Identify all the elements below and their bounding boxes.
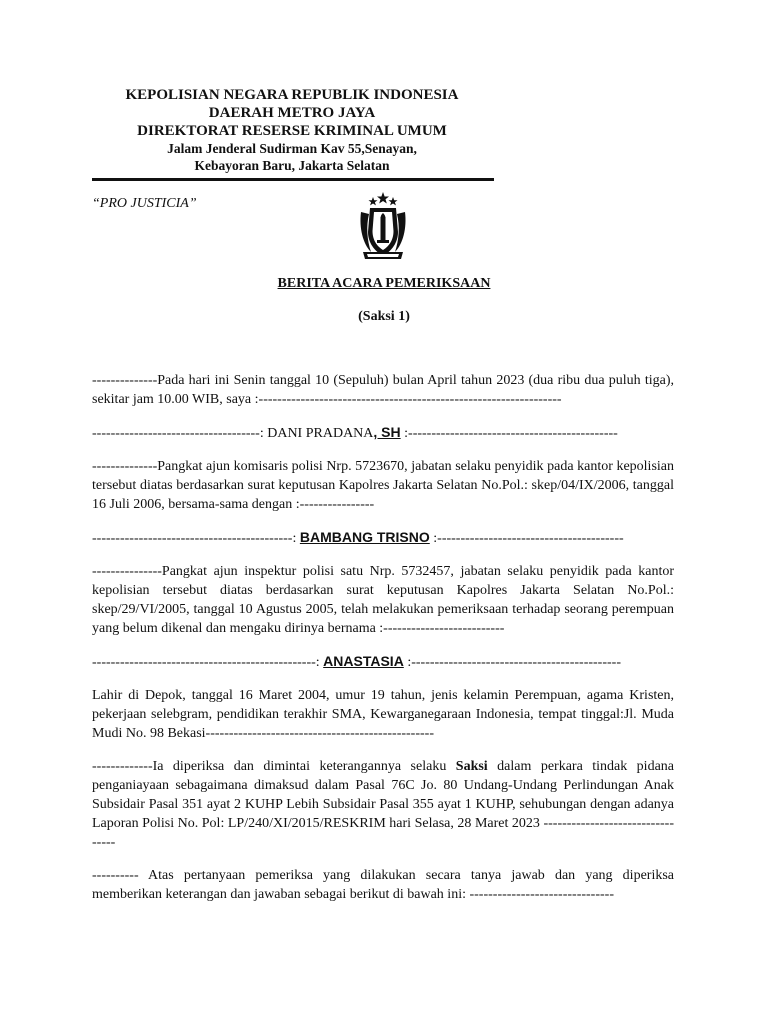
document-body [92, 371, 674, 918]
letterhead-institution: KEPOLISIAN NEGARA REPUBLIK INDONESIA [125, 87, 459, 103]
examiner-2-name: BAMBANG TRISNO [299, 529, 430, 545]
examiner-1-prefix: ------------------------------------: DANI PRADANA [92, 426, 374, 441]
document-title: BERITA ACARA PEMERIKSAAN [277, 276, 491, 291]
witness-suffix: :--------------------------------------------- [403, 655, 621, 670]
letterhead-region: DAERAH METRO JAYA [208, 105, 376, 121]
letterhead [92, 86, 492, 174]
police-emblem-icon [357, 190, 409, 262]
letterhead-address-city: Kebayoran Baru, Jakarta Selatan [194, 158, 390, 173]
examiner-1-title: , SH [373, 424, 401, 440]
letterhead-address-street: Jalam Jenderal Sudirman Kav 55,Senayan, [167, 141, 417, 156]
letterhead-directorate: DIREKTORAT RESERSE KRIMINAL UMUM [137, 123, 447, 139]
examiner-2-suffix: :---------------------------------------- [429, 531, 624, 546]
examiner-1-suffix: :--------------------------------------------- [400, 426, 618, 441]
closing-paragraph: ---------- Atas pertanyaan pemeriksa yang dilakukan secara tanya jawab dan yang diperiksa memberikan keterangan dan jawaban sebagai berikut di bawah ini: ------------------------------- [92, 868, 674, 902]
case-paragraph [92, 757, 674, 852]
case-prefix: -------------Ia diperiksa dan dimintai keterangannya selaku [92, 759, 456, 774]
witness-line [92, 652, 674, 672]
case-description: dalam perkara tindak pidana penganiayaan sebagaimana dimaksud dalam Pasal 76C Jo. 80 Undang-Undang Perlindungan Anak Subsidair Pasal 351 ayat 2 KUHP Lebih Subsidair Pasal 355 ayat 1 KUHP, sehubungan dengan adanya Laporan Polisi No. Pol: LP/240/XI/2015/RESKRIM hari Selasa, 28 Maret 2023 --------------------------------- [92, 759, 674, 850]
examiner-2-line [92, 528, 674, 548]
opening-paragraph: --------------Pada hari ini Senin tanggal 10 (Sepuluh) bulan April tahun 2023 (dua ribu dua puluh tiga), sekitar jam 10.00 WIB, saya :----------------------------------------------------------------- [92, 373, 674, 407]
examiner-1-details: --------------Pangkat ajun komisaris polisi Nrp. 5723670, jabatan selaku penyidik pada kantor kepolisian tersebut diatas berdasarkan surat keputusan Kapolres Jakarta Selatan No.Pol.: skep/04/IX/2006, tanggal 16 Juli 2006, bersama-sama dengan :---------------- [92, 459, 674, 512]
pro-justicia-label: “PRO JUSTICIA” [92, 196, 197, 211]
examiner-2-prefix: -------------------------------------------: [92, 531, 300, 546]
document-subtitle: (Saksi 1) [358, 309, 410, 324]
witness-name: ANASTASIA [323, 653, 404, 669]
witness-identity: Lahir di Depok, tanggal 16 Maret 2004, umur 19 tahun, jenis kelamin Perempuan, agama Kristen, pekerjaan selebgram, pendidikan terakhir SMA, Kewarganegaraan Indonesia, tempat tinggal:Jl. Muda Mudi No. 98 Bekasi------------------------------------------------- [92, 688, 674, 741]
examiner-1-line [92, 423, 674, 443]
case-role: Saksi [455, 759, 488, 774]
witness-prefix: ------------------------------------------------: [92, 655, 324, 670]
examiner-2-details: ---------------Pangkat ajun inspektur polisi satu Nrp. 5732457, jabatan selaku penyidik pada kantor kepolisian tersebut diatas berdasarkan surat keputusan Kapolres Jakarta Selatan No.Pol.: skep/29/VI/2005, tanggal 10 Agustus 2005, telah melakukan pemeriksaan terhadap seorang perempuan yang belum dikenal dan mengaku dirinya bernama :-------------------------- [92, 564, 674, 636]
letterhead-divider [92, 178, 494, 181]
